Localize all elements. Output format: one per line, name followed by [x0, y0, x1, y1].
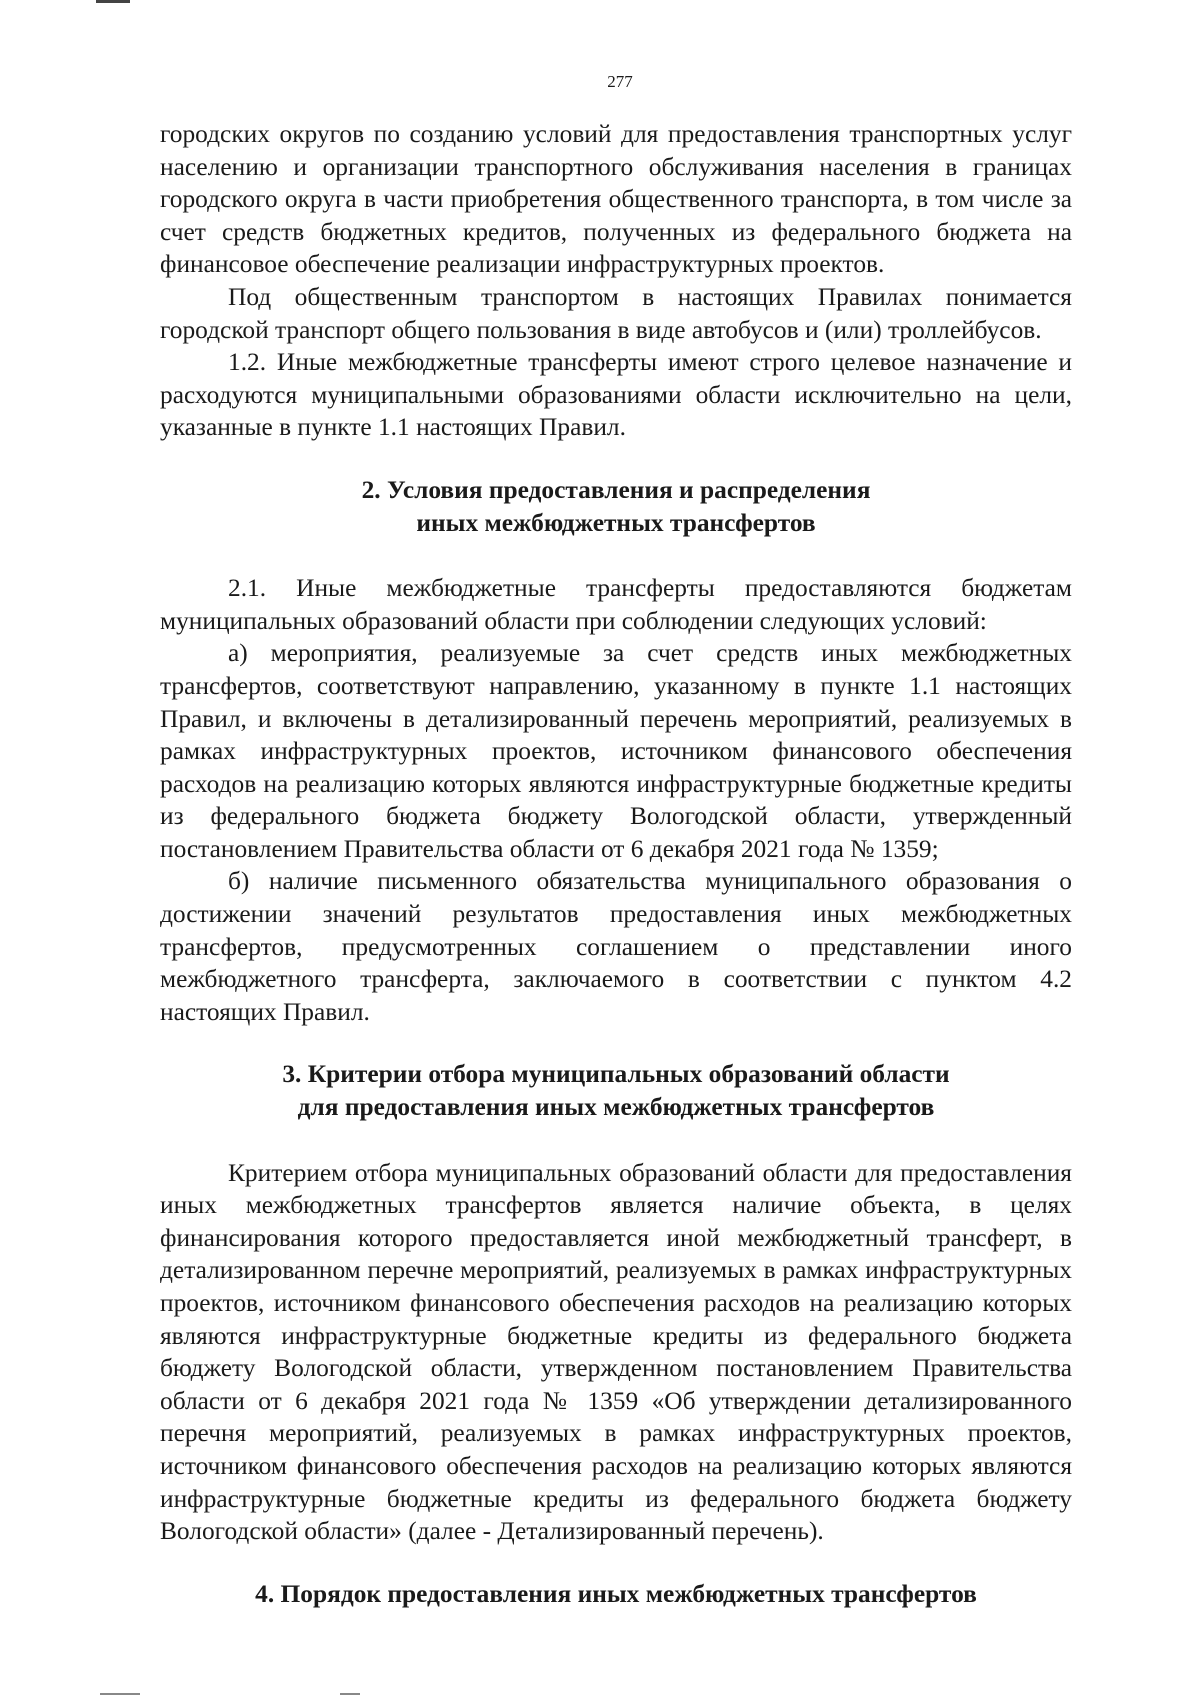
section-heading	[160, 1058, 1072, 1123]
section-heading	[160, 1578, 1072, 1611]
section-heading-line: для предоставления иных межбюджетных трансфертов	[297, 1093, 935, 1122]
paragraph: Критерием отбора муниципальных образований области для предоставления иных межбюджетных трансфертов является наличие объекта, в целях финансирования которого предоставляется иной межбюджетный трансферт, в детализированном перечне мероприятий, реализуемых в рамках инфраструктурных проектов, источником финансового обеспечения расходов на реализацию которых являются инфраструктурные бюджетные кредиты из федерального бюджета бюджету Вологодской области, утвержденном постановлением Правительства области от 6 декабря 2021 года № 1359 «Об утверждении детализированного перечня мероприятий, реализуемых в рамках инфраструктурных проектов, источником финансового обеспечения расходов на реализацию которых являются инфраструктурные бюджетные кредиты из федерального бюджета бюджету Вологодской области» (далее - Детализированный перечень).	[160, 1158, 1072, 1546]
paragraph: 1.2. Иные межбюджетные трансферты имеют строго целевое назначение и расходуются муниципальными образованиями области исключительно на цели, указанные в пункте 1.1 настоящих Правил.	[160, 348, 1072, 442]
paragraph: а) мероприятия, реализуемые за счет средств иных межбюджетных трансфертов, соответствуют направлению, указанному в пункте 1.1 настоящих Правил, и включены в детализированный перечень мероприятий, реализуемых в рамках инфраструктурных проектов, источником финансового обеспечения расходов на реализацию которых являются инфраструктурные бюджетные кредиты из федерального бюджета бюджету Вологодской области, утвержденный постановлением Правительства области от 6 декабря 2021 года № 1359;	[160, 639, 1072, 863]
section-heading-line: 3. Критерии отбора муниципальных образований области	[282, 1060, 950, 1089]
paragraph: 2.1. Иные межбюджетные трансферты предоставляются бюджетам муниципальных образований области при соблюдении следующих условий:	[160, 574, 1072, 635]
page-number: 277	[607, 72, 633, 91]
section-heading	[160, 474, 1072, 539]
document-body	[160, 118, 1072, 1610]
scan-artifact-bottom	[100, 1693, 140, 1695]
section-heading-line: 2. Условия предоставления и распределения	[361, 475, 871, 504]
paragraph: городских округов по созданию условий для предоставления транспортных услуг населению и организации транспортного обслуживания населения в границах городского округа в части приобретения общественного транспорта, в том числе за счет средств бюджетных кредитов, полученных из федерального бюджета на финансовое обеспечение реализации инфраструктурных проектов.	[160, 120, 1072, 279]
section-heading-line: 4. Порядок предоставления иных межбюджетных трансфертов	[255, 1579, 977, 1608]
section-heading-line: иных межбюджетных трансфертов	[416, 508, 816, 537]
scan-artifact-top	[96, 0, 130, 3]
paragraph: б) наличие письменного обязательства муниципального образования о достижении значений результатов предоставления иных межбюджетных трансфертов, предусмотренных соглашением о представлении иного межбюджетного трансферта, заключаемого в соответствии с пунктом 4.2 настоящих Правил.	[160, 867, 1072, 1026]
paragraph: Под общественным транспортом в настоящих Правилах понимается городской транспорт общего пользования в виде автобусов и (или) троллейбусов.	[160, 282, 1072, 344]
scan-artifact-bottom	[340, 1693, 360, 1695]
